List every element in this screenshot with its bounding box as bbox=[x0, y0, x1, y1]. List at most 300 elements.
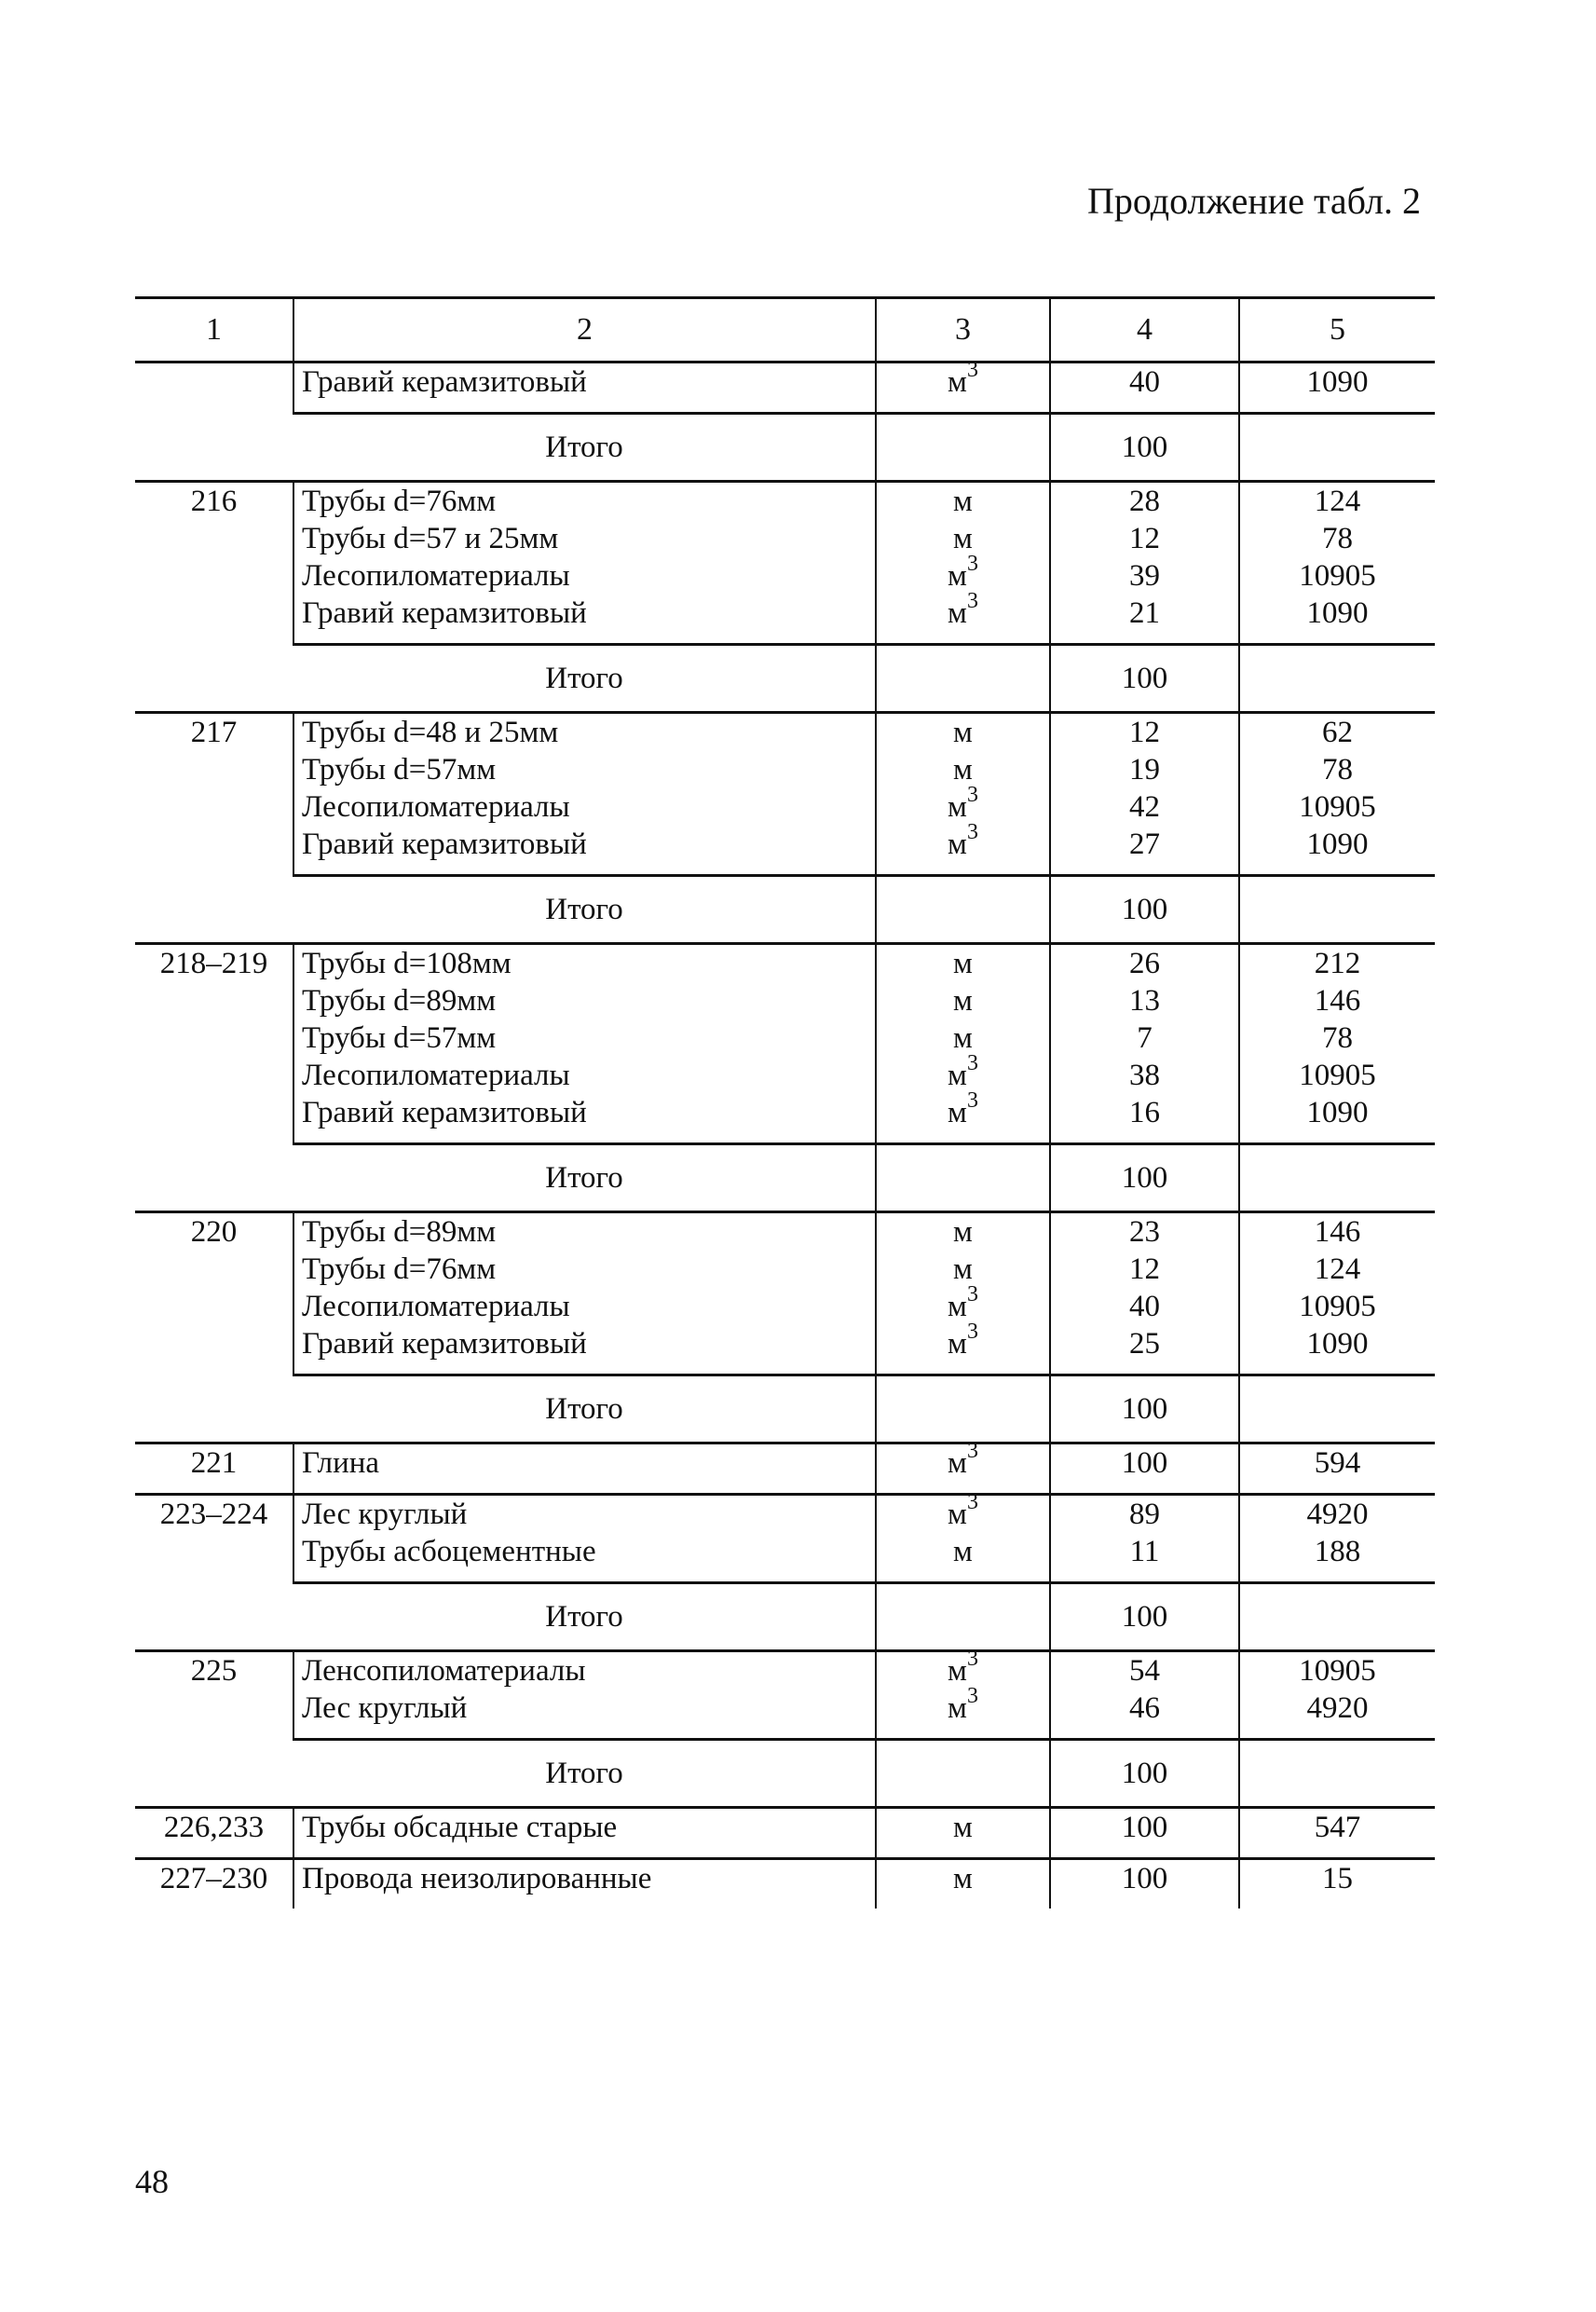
materials-table bbox=[135, 296, 1435, 1908]
item-unit-cell bbox=[876, 358, 1050, 414]
total-label: Итого bbox=[293, 1740, 876, 1808]
total-price-cell bbox=[1239, 414, 1435, 482]
table-row bbox=[135, 363, 1435, 414]
item-unit bbox=[884, 483, 1042, 520]
item-unit bbox=[884, 982, 1042, 1019]
item-quantity bbox=[1058, 751, 1231, 788]
unit-exponent: 3 bbox=[966, 1088, 978, 1113]
item-price-text: 1090 bbox=[1306, 1327, 1369, 1361]
total-label: Итого bbox=[293, 1375, 876, 1443]
header-row bbox=[135, 298, 1435, 363]
item-price bbox=[1248, 520, 1427, 557]
item-quantity bbox=[1058, 520, 1231, 557]
item-name-text: Гравий керамзитовый bbox=[302, 828, 587, 861]
item-name bbox=[302, 826, 867, 863]
item-unit-text: м bbox=[948, 1498, 967, 1531]
header-cell: 4 bbox=[1050, 298, 1239, 363]
item-unit-text: м bbox=[948, 828, 967, 861]
item-name-text: Гравий керамзитовый bbox=[302, 1327, 587, 1361]
item-name-text: Трубы d=76мм bbox=[302, 485, 497, 518]
table-row bbox=[135, 1443, 1435, 1495]
item-name bbox=[302, 520, 867, 557]
item-price-text: 1090 bbox=[1306, 1096, 1369, 1129]
total-unit-cell bbox=[876, 1375, 1050, 1443]
item-name-text: Трубы d=89мм bbox=[302, 1215, 497, 1249]
item-quantity-text: 100 bbox=[1121, 1862, 1168, 1895]
row-id-cell: 220 bbox=[135, 1212, 293, 1443]
item-name bbox=[302, 1213, 867, 1251]
unit-exponent: 3 bbox=[966, 1320, 978, 1344]
row-id-cell: 216 bbox=[135, 482, 293, 713]
item-unit bbox=[884, 589, 1042, 632]
item-unit-cell bbox=[876, 944, 1050, 1144]
item-quantity bbox=[1058, 1325, 1231, 1362]
item-name-text: Трубы асбоцементные bbox=[302, 1535, 596, 1568]
item-unit-text: м bbox=[953, 1535, 973, 1568]
table-row bbox=[135, 482, 1435, 645]
item-unit bbox=[884, 1213, 1042, 1251]
item-unit bbox=[884, 1647, 1042, 1690]
item-quantity bbox=[1058, 363, 1231, 401]
total-row bbox=[135, 1144, 1435, 1212]
item-price-cell bbox=[1239, 1859, 1435, 1909]
item-quantity bbox=[1058, 1860, 1231, 1897]
item-name-text: Трубы d=57мм bbox=[302, 753, 497, 787]
item-price-cell bbox=[1239, 1651, 1435, 1740]
item-quantity bbox=[1058, 1251, 1231, 1288]
item-price-text: 1090 bbox=[1306, 365, 1369, 399]
item-quantity bbox=[1058, 714, 1231, 751]
total-price-cell bbox=[1239, 1375, 1435, 1443]
item-name-text: Трубы d=57мм bbox=[302, 1021, 497, 1055]
item-name bbox=[302, 788, 867, 826]
item-unit-cell bbox=[876, 713, 1050, 876]
item-quantity-text: 16 bbox=[1129, 1096, 1160, 1129]
unit-exponent: 3 bbox=[966, 1684, 978, 1708]
unit-exponent: 3 bbox=[966, 1051, 978, 1075]
item-quantity-text: 26 bbox=[1129, 947, 1160, 980]
total-unit-cell bbox=[876, 876, 1050, 944]
item-name-cell bbox=[293, 482, 876, 645]
item-price bbox=[1248, 1809, 1427, 1846]
item-quantity-text: 12 bbox=[1129, 716, 1160, 749]
item-name bbox=[302, 1444, 867, 1482]
row-id-cell: 225 bbox=[135, 1651, 293, 1808]
item-name bbox=[302, 1496, 867, 1533]
item-price-text: 10905 bbox=[1299, 1654, 1376, 1688]
item-unit-text: м bbox=[948, 559, 967, 593]
unit-exponent: 3 bbox=[966, 820, 978, 844]
item-quantity-text: 89 bbox=[1129, 1498, 1160, 1531]
item-name-cell bbox=[293, 944, 876, 1144]
item-price-text: 78 bbox=[1322, 1021, 1353, 1055]
item-name-text: Гравий керамзитовый bbox=[302, 596, 587, 630]
item-name bbox=[302, 1533, 867, 1570]
table-row bbox=[135, 944, 1435, 1144]
item-quantity-cell bbox=[1050, 1651, 1239, 1740]
total-quantity: 100 bbox=[1050, 1144, 1239, 1212]
item-name bbox=[302, 1325, 867, 1362]
item-price bbox=[1248, 1094, 1427, 1131]
item-price-text: 1090 bbox=[1306, 828, 1369, 861]
item-quantity bbox=[1058, 1652, 1231, 1690]
total-quantity: 100 bbox=[1050, 414, 1239, 482]
item-name bbox=[302, 1690, 867, 1727]
item-price bbox=[1248, 1019, 1427, 1057]
row-id-cell: 226,233 bbox=[135, 1808, 293, 1859]
total-row bbox=[135, 1583, 1435, 1651]
item-quantity-cell bbox=[1050, 1808, 1239, 1859]
item-price bbox=[1248, 1057, 1427, 1094]
item-name-text: Трубы обсадные старые bbox=[302, 1811, 618, 1844]
item-name bbox=[302, 557, 867, 595]
total-price-cell bbox=[1239, 1144, 1435, 1212]
item-unit-text: м bbox=[953, 1862, 973, 1895]
item-price bbox=[1248, 363, 1427, 401]
total-quantity: 100 bbox=[1050, 1740, 1239, 1808]
item-name bbox=[302, 1860, 867, 1897]
unit-exponent: 3 bbox=[966, 1490, 978, 1514]
item-quantity bbox=[1058, 595, 1231, 632]
item-unit bbox=[884, 1320, 1042, 1362]
total-price-cell bbox=[1239, 645, 1435, 713]
table-row bbox=[135, 1212, 1435, 1375]
item-name-cell bbox=[293, 1443, 876, 1495]
item-unit-text: м bbox=[948, 1691, 967, 1725]
item-name-text: Лес круглый bbox=[302, 1498, 468, 1531]
item-price-text: 78 bbox=[1322, 753, 1353, 787]
item-name-text: Лес круглый bbox=[302, 1691, 468, 1725]
item-price bbox=[1248, 1444, 1427, 1482]
item-price-text: 146 bbox=[1314, 984, 1361, 1018]
unit-exponent: 3 bbox=[966, 552, 978, 576]
item-quantity-cell bbox=[1050, 1495, 1239, 1583]
item-price bbox=[1248, 945, 1427, 982]
item-quantity bbox=[1058, 826, 1231, 863]
item-quantity-text: 40 bbox=[1129, 365, 1160, 399]
total-label: Итого bbox=[293, 645, 876, 713]
item-price bbox=[1248, 826, 1427, 863]
item-price-text: 124 bbox=[1314, 1252, 1361, 1286]
row-id-cell bbox=[135, 363, 293, 482]
item-name-text: Трубы d=57 и 25мм bbox=[302, 522, 559, 555]
row-id-cell: 218–219 bbox=[135, 944, 293, 1212]
item-unit-cell bbox=[876, 1212, 1050, 1375]
total-row bbox=[135, 1375, 1435, 1443]
item-price-cell bbox=[1239, 482, 1435, 645]
total-label: Итого bbox=[293, 1583, 876, 1651]
item-name bbox=[302, 945, 867, 982]
item-unit-text: м bbox=[948, 365, 967, 399]
total-label: Итого bbox=[293, 414, 876, 482]
item-price-text: 4920 bbox=[1306, 1691, 1369, 1725]
unit-exponent: 3 bbox=[966, 1647, 978, 1671]
item-name-cell bbox=[293, 713, 876, 876]
total-quantity: 100 bbox=[1050, 876, 1239, 944]
item-unit-text: м bbox=[953, 485, 973, 518]
item-quantity-cell bbox=[1050, 1212, 1239, 1375]
item-price-cell bbox=[1239, 1443, 1435, 1495]
total-quantity: 100 bbox=[1050, 1375, 1239, 1443]
item-quantity-text: 12 bbox=[1129, 1252, 1160, 1286]
item-price-cell bbox=[1239, 363, 1435, 414]
row-id-cell: 217 bbox=[135, 713, 293, 944]
item-price bbox=[1248, 1325, 1427, 1362]
item-price-cell bbox=[1239, 1495, 1435, 1583]
total-quantity: 100 bbox=[1050, 645, 1239, 713]
item-price-text: 78 bbox=[1322, 522, 1353, 555]
item-name-cell bbox=[293, 1212, 876, 1375]
total-price-cell bbox=[1239, 876, 1435, 944]
item-unit bbox=[884, 552, 1042, 595]
item-quantity-text: 46 bbox=[1129, 1691, 1160, 1725]
item-quantity-text: 11 bbox=[1129, 1535, 1160, 1568]
total-label: Итого bbox=[293, 1144, 876, 1212]
item-price bbox=[1248, 982, 1427, 1019]
unit-exponent: 3 bbox=[966, 1282, 978, 1306]
item-name bbox=[302, 1057, 867, 1094]
item-quantity bbox=[1058, 557, 1231, 595]
item-price bbox=[1248, 714, 1427, 751]
unit-exponent: 3 bbox=[966, 589, 978, 613]
item-quantity bbox=[1058, 1444, 1231, 1482]
row-id-cell: 227–230 bbox=[135, 1859, 293, 1909]
item-price-cell bbox=[1239, 944, 1435, 1144]
item-quantity-text: 40 bbox=[1129, 1290, 1160, 1323]
item-name bbox=[302, 1652, 867, 1690]
item-unit-text: м bbox=[948, 596, 967, 630]
row-id-cell: 223–224 bbox=[135, 1495, 293, 1651]
item-price bbox=[1248, 557, 1427, 595]
item-quantity bbox=[1058, 1019, 1231, 1057]
item-unit-text: м bbox=[948, 1654, 967, 1688]
item-price-text: 4920 bbox=[1306, 1498, 1369, 1531]
item-price-text: 10905 bbox=[1299, 559, 1376, 593]
header-cell: 5 bbox=[1239, 298, 1435, 363]
item-quantity-text: 100 bbox=[1121, 1811, 1168, 1844]
item-price bbox=[1248, 1860, 1427, 1897]
item-name-cell bbox=[293, 1651, 876, 1740]
item-unit bbox=[884, 1490, 1042, 1533]
item-name-text: Провода неизолированные bbox=[302, 1862, 652, 1895]
item-unit-text: м bbox=[953, 947, 973, 980]
item-price bbox=[1248, 1496, 1427, 1533]
item-quantity bbox=[1058, 1533, 1231, 1570]
item-price-cell bbox=[1239, 1808, 1435, 1859]
item-unit-text: м bbox=[953, 716, 973, 749]
item-name bbox=[302, 1809, 867, 1846]
item-price-text: 212 bbox=[1314, 947, 1361, 980]
item-unit-text: м bbox=[948, 1446, 967, 1480]
item-quantity bbox=[1058, 788, 1231, 826]
item-name bbox=[302, 363, 867, 401]
item-unit-cell bbox=[876, 482, 1050, 645]
item-name-text: Ленсопиломатериалы bbox=[302, 1654, 586, 1688]
item-quantity-text: 100 bbox=[1121, 1446, 1168, 1480]
item-unit-cell bbox=[876, 1490, 1050, 1583]
item-price-text: 594 bbox=[1314, 1446, 1361, 1480]
item-unit-cell bbox=[876, 1647, 1050, 1740]
item-name-text: Лесопиломатериалы bbox=[302, 559, 570, 593]
unit-exponent: 3 bbox=[966, 358, 978, 382]
item-unit-text: м bbox=[953, 984, 973, 1018]
item-name-cell bbox=[293, 1495, 876, 1583]
item-price bbox=[1248, 1533, 1427, 1570]
item-name-text: Трубы d=48 и 25мм bbox=[302, 716, 559, 749]
item-name-text: Лесопиломатериалы bbox=[302, 790, 570, 824]
item-quantity-cell bbox=[1050, 482, 1239, 645]
item-price bbox=[1248, 1213, 1427, 1251]
item-quantity bbox=[1058, 945, 1231, 982]
item-price bbox=[1248, 1251, 1427, 1288]
item-name-cell bbox=[293, 363, 876, 414]
item-unit bbox=[884, 783, 1042, 826]
item-price-text: 10905 bbox=[1299, 1059, 1376, 1092]
item-price-text: 146 bbox=[1314, 1215, 1361, 1249]
item-unit bbox=[884, 714, 1042, 751]
item-unit bbox=[884, 1439, 1042, 1482]
table-row bbox=[135, 1808, 1435, 1859]
item-unit bbox=[884, 1051, 1042, 1094]
item-name bbox=[302, 1288, 867, 1325]
item-price-text: 547 bbox=[1314, 1811, 1361, 1844]
item-unit-text: м bbox=[953, 753, 973, 787]
item-unit bbox=[884, 820, 1042, 863]
header-cell: 2 bbox=[293, 298, 876, 363]
item-name bbox=[302, 1019, 867, 1057]
item-unit-text: м bbox=[953, 1215, 973, 1249]
item-price-cell bbox=[1239, 713, 1435, 876]
item-unit bbox=[884, 751, 1042, 788]
item-name-text: Лесопиломатериалы bbox=[302, 1059, 570, 1092]
item-quantity-cell bbox=[1050, 1859, 1239, 1909]
total-price-cell bbox=[1239, 1583, 1435, 1651]
item-name-text: Лесопиломатериалы bbox=[302, 1290, 570, 1323]
item-quantity-text: 25 bbox=[1129, 1327, 1160, 1361]
item-price bbox=[1248, 1652, 1427, 1690]
item-unit-text: м bbox=[948, 1290, 967, 1323]
item-name bbox=[302, 483, 867, 520]
header-cell: 3 bbox=[876, 298, 1050, 363]
item-quantity bbox=[1058, 1213, 1231, 1251]
item-quantity-cell bbox=[1050, 363, 1239, 414]
item-unit-text: м bbox=[948, 1059, 967, 1092]
item-name-text: Трубы d=89мм bbox=[302, 984, 497, 1018]
item-name-text: Гравий керамзитовый bbox=[302, 1096, 587, 1129]
table-row bbox=[135, 713, 1435, 876]
table-row bbox=[135, 1859, 1435, 1909]
item-quantity bbox=[1058, 1496, 1231, 1533]
item-quantity-text: 13 bbox=[1129, 984, 1160, 1018]
table-row bbox=[135, 1495, 1435, 1583]
item-quantity-text: 38 bbox=[1129, 1059, 1160, 1092]
item-price-text: 62 bbox=[1322, 716, 1353, 749]
total-row bbox=[135, 645, 1435, 713]
item-price bbox=[1248, 595, 1427, 632]
item-quantity-text: 42 bbox=[1129, 790, 1160, 824]
page-number: 48 bbox=[135, 2163, 169, 2200]
item-name-text: Глина bbox=[302, 1446, 380, 1480]
total-label: Итого bbox=[293, 876, 876, 944]
table-caption: Продолжение табл. 2 bbox=[1087, 180, 1421, 222]
item-name-text: Гравий керамзитовый bbox=[302, 365, 587, 399]
item-price bbox=[1248, 788, 1427, 826]
table-body bbox=[135, 298, 1435, 1909]
item-quantity-cell bbox=[1050, 944, 1239, 1144]
item-name bbox=[302, 714, 867, 751]
item-unit-text: м bbox=[948, 1327, 967, 1361]
item-price-text: 10905 bbox=[1299, 1290, 1376, 1323]
item-unit bbox=[884, 945, 1042, 982]
item-name bbox=[302, 1251, 867, 1288]
item-unit bbox=[884, 1251, 1042, 1288]
item-quantity-text: 12 bbox=[1129, 522, 1160, 555]
total-row bbox=[135, 414, 1435, 482]
item-price bbox=[1248, 483, 1427, 520]
item-price-text: 124 bbox=[1314, 485, 1361, 518]
item-unit-cell bbox=[876, 1859, 1050, 1909]
table-row bbox=[135, 1651, 1435, 1740]
total-row bbox=[135, 1740, 1435, 1808]
item-price-text: 1090 bbox=[1306, 596, 1369, 630]
item-unit-cell bbox=[876, 1808, 1050, 1859]
item-quantity-text: 21 bbox=[1129, 596, 1160, 630]
item-name bbox=[302, 751, 867, 788]
item-quantity bbox=[1058, 1094, 1231, 1131]
header-cell: 1 bbox=[135, 298, 293, 363]
item-price-text: 188 bbox=[1314, 1535, 1361, 1568]
item-quantity-text: 28 bbox=[1129, 485, 1160, 518]
item-quantity-text: 7 bbox=[1137, 1021, 1153, 1055]
total-unit-cell bbox=[876, 1583, 1050, 1651]
item-price bbox=[1248, 751, 1427, 788]
item-price-text: 15 bbox=[1322, 1862, 1353, 1895]
item-unit bbox=[884, 358, 1042, 401]
item-quantity-text: 39 bbox=[1129, 559, 1160, 593]
item-name-text: Трубы d=76мм bbox=[302, 1252, 497, 1286]
total-unit-cell bbox=[876, 645, 1050, 713]
row-id-cell: 221 bbox=[135, 1443, 293, 1495]
item-name bbox=[302, 1094, 867, 1131]
item-quantity-text: 23 bbox=[1129, 1215, 1160, 1249]
item-unit bbox=[884, 1533, 1042, 1570]
item-unit bbox=[884, 1019, 1042, 1057]
item-quantity-cell bbox=[1050, 1443, 1239, 1495]
item-name-cell bbox=[293, 1859, 876, 1909]
unit-exponent: 3 bbox=[966, 783, 978, 807]
item-unit-text: м bbox=[953, 1811, 973, 1844]
item-unit-text: м bbox=[953, 1021, 973, 1055]
item-quantity-text: 54 bbox=[1129, 1654, 1160, 1688]
item-unit-cell bbox=[876, 1439, 1050, 1495]
item-unit bbox=[884, 520, 1042, 557]
item-unit-text: м bbox=[953, 522, 973, 555]
unit-exponent: 3 bbox=[966, 1439, 978, 1463]
item-unit-text: м bbox=[948, 1096, 967, 1129]
item-quantity bbox=[1058, 483, 1231, 520]
item-name bbox=[302, 982, 867, 1019]
item-quantity bbox=[1058, 982, 1231, 1019]
item-price-cell bbox=[1239, 1212, 1435, 1375]
total-unit-cell bbox=[876, 414, 1050, 482]
item-unit bbox=[884, 1684, 1042, 1727]
item-unit-text: м bbox=[948, 790, 967, 824]
item-price bbox=[1248, 1690, 1427, 1727]
total-row bbox=[135, 876, 1435, 944]
item-quantity bbox=[1058, 1809, 1231, 1846]
item-quantity-cell bbox=[1050, 713, 1239, 876]
total-quantity: 100 bbox=[1050, 1583, 1239, 1651]
